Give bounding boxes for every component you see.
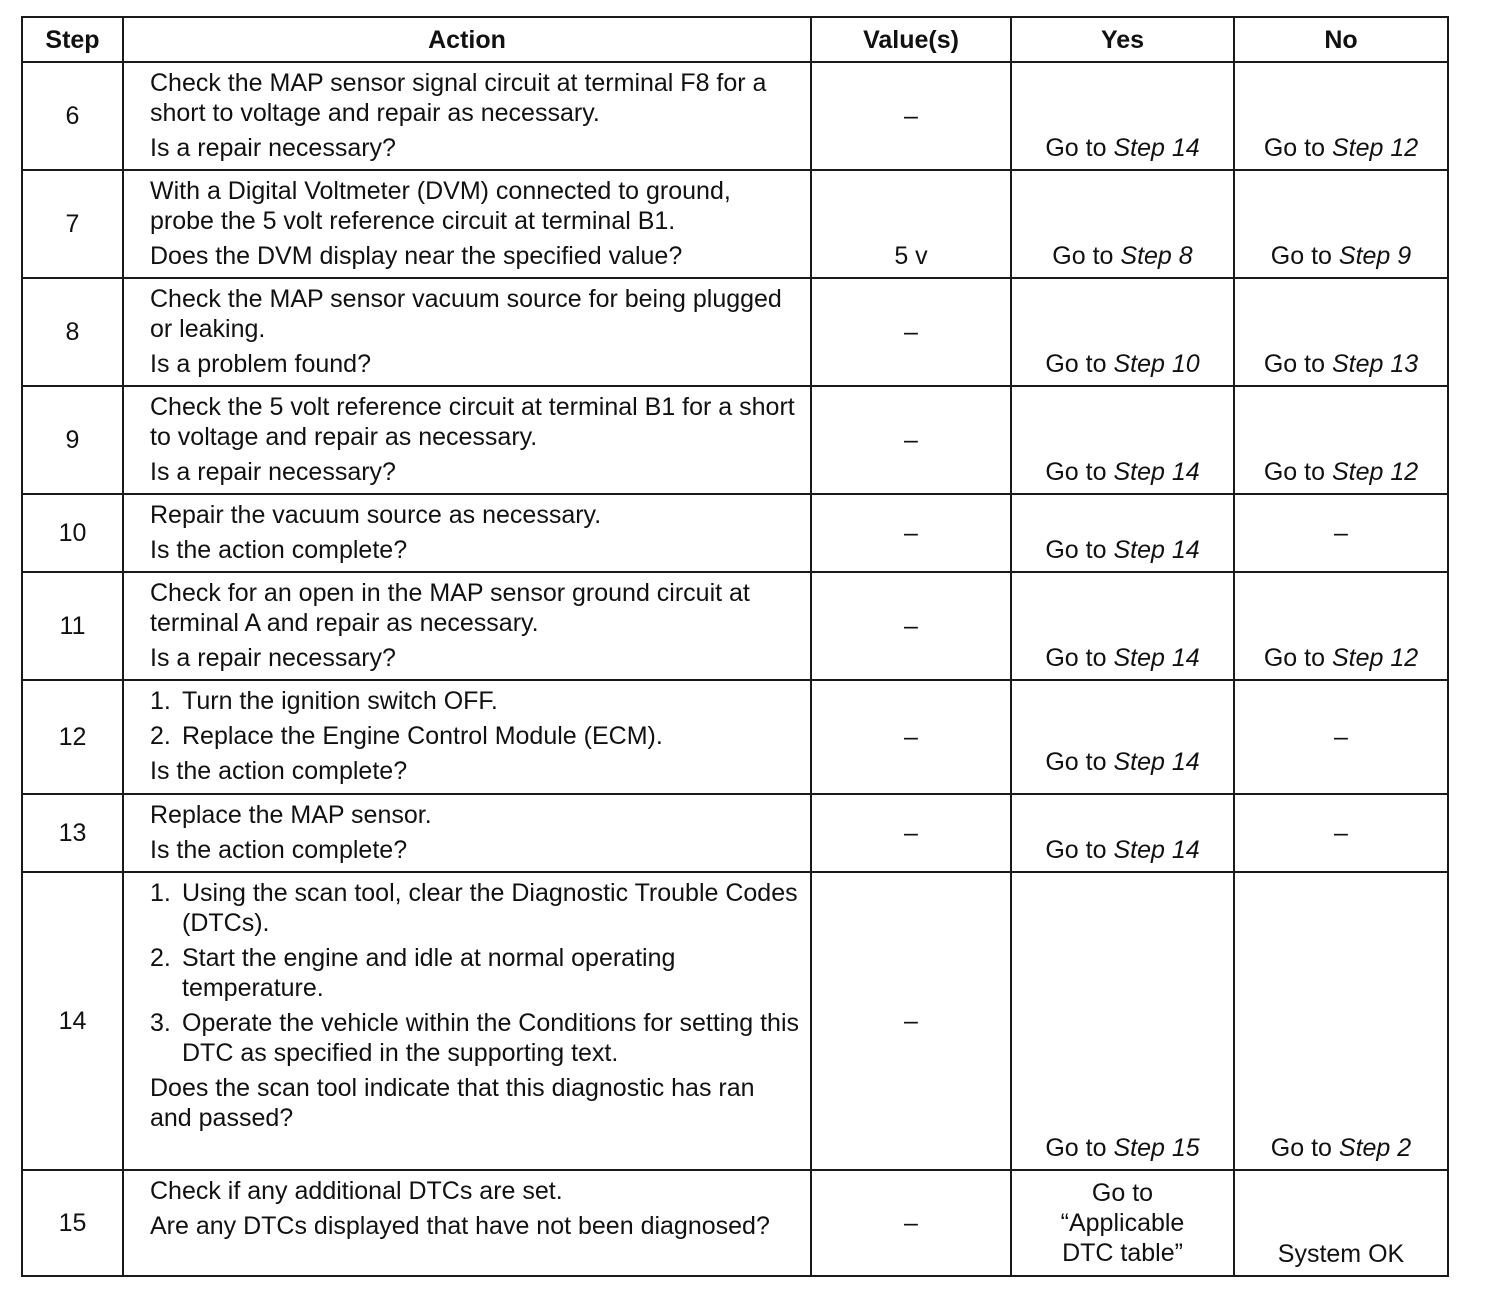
action-text: Repair the vacuum source as necessary. bbox=[150, 501, 602, 529]
yes-cell bbox=[1011, 386, 1234, 494]
no-prefix: Go to bbox=[1270, 1134, 1332, 1162]
value-cell: – bbox=[811, 386, 1011, 494]
action-question: Are any DTCs displayed that have not been diagnosed? bbox=[150, 1212, 770, 1240]
header-no: No bbox=[1234, 17, 1448, 62]
no-cell bbox=[1234, 170, 1448, 278]
action-question: Does the scan tool indicate that this diagnostic has ran and passed? bbox=[150, 1074, 755, 1132]
yes-step-link[interactable]: Step 14 bbox=[1113, 644, 1200, 672]
yes-cell bbox=[1011, 62, 1234, 170]
yes-prefix: Go to bbox=[1045, 350, 1107, 378]
header-yes: Yes bbox=[1011, 17, 1234, 62]
list-number: 1. bbox=[150, 687, 171, 715]
yes-cell bbox=[1011, 170, 1234, 278]
yes-cell bbox=[1011, 680, 1234, 794]
action-steps-list bbox=[150, 878, 800, 1068]
action-text: Check if any additional DTCs are set. bbox=[150, 1177, 563, 1205]
yes-cell bbox=[1011, 572, 1234, 680]
step-number: 7 bbox=[22, 170, 123, 278]
list-item bbox=[150, 1008, 800, 1068]
action-text: Check for an open in the MAP sensor ground circuit at terminal A and repair as necessary. bbox=[150, 579, 750, 637]
yes-cell bbox=[1011, 794, 1234, 872]
value-cell: – bbox=[811, 278, 1011, 386]
no-step-link[interactable]: Step 12 bbox=[1331, 134, 1419, 162]
action-question: Is a repair necessary? bbox=[150, 644, 396, 672]
action-question: Is a problem found? bbox=[150, 350, 371, 378]
value-cell: – bbox=[811, 872, 1011, 1170]
action-cell bbox=[123, 62, 811, 170]
action-steps-list bbox=[150, 686, 800, 751]
step-number: 15 bbox=[22, 1170, 123, 1276]
no-cell: – bbox=[1234, 494, 1448, 572]
yes-step-link[interactable]: Step 10 bbox=[1113, 350, 1200, 378]
action-cell bbox=[123, 170, 811, 278]
yes-step-link[interactable]: Step 8 bbox=[1120, 242, 1193, 270]
action-cell bbox=[123, 872, 811, 1170]
step-number: 13 bbox=[22, 794, 123, 872]
value-cell: 5 v bbox=[811, 170, 1011, 278]
yes-cell bbox=[1011, 1170, 1234, 1276]
list-number: 2. bbox=[150, 722, 171, 750]
no-prefix: Go to bbox=[1263, 458, 1325, 486]
no-prefix: Go to bbox=[1263, 350, 1325, 378]
value-cell: – bbox=[811, 494, 1011, 572]
action-text: Check the MAP sensor signal circuit at terminal F8 for a short to voltage and repair as necessary. bbox=[150, 69, 767, 127]
yes-prefix: Go to bbox=[1045, 1134, 1107, 1162]
action-question: Is the action complete? bbox=[150, 536, 408, 564]
action-question: Is a repair necessary? bbox=[150, 458, 396, 486]
list-number: 3. bbox=[150, 1009, 171, 1037]
table-row bbox=[22, 572, 1448, 680]
value-cell: – bbox=[811, 62, 1011, 170]
action-question: Does the DVM display near the specified value? bbox=[150, 242, 683, 270]
yes-step-link[interactable]: Step 14 bbox=[1113, 748, 1200, 776]
value-cell: – bbox=[811, 572, 1011, 680]
step-number: 10 bbox=[22, 494, 123, 572]
yes-prefix: Go to bbox=[1045, 644, 1107, 672]
no-step-link[interactable]: Step 9 bbox=[1338, 242, 1412, 270]
header-action: Action bbox=[123, 17, 811, 62]
no-cell: System OK bbox=[1234, 1170, 1448, 1276]
list-text: Using the scan tool, clear the Diagnostic Trouble Codes (DTCs). bbox=[182, 879, 798, 937]
action-cell bbox=[123, 386, 811, 494]
value-cell: – bbox=[811, 680, 1011, 794]
table-row bbox=[22, 62, 1448, 170]
action-question: Is the action complete? bbox=[150, 757, 408, 785]
value-cell: – bbox=[811, 794, 1011, 872]
step-number: 12 bbox=[22, 680, 123, 794]
action-cell bbox=[123, 494, 811, 572]
yes-prefix: Go to bbox=[1045, 748, 1107, 776]
yes-applicable-dtc-link[interactable]: Go to “Applicable DTC table” bbox=[1060, 1179, 1185, 1267]
list-text: Turn the ignition switch OFF. bbox=[182, 687, 498, 715]
yes-step-link[interactable]: Step 14 bbox=[1113, 134, 1200, 162]
list-number: 2. bbox=[150, 944, 171, 972]
no-cell bbox=[1234, 572, 1448, 680]
yes-prefix: Go to bbox=[1045, 134, 1107, 162]
no-cell bbox=[1234, 62, 1448, 170]
action-question: Is the action complete? bbox=[150, 836, 408, 864]
yes-step-link[interactable]: Step 14 bbox=[1113, 836, 1200, 864]
no-prefix: Go to bbox=[1263, 134, 1325, 162]
header-row bbox=[22, 17, 1448, 62]
table-row bbox=[22, 872, 1448, 1170]
list-item bbox=[150, 943, 800, 1003]
no-cell bbox=[1234, 278, 1448, 386]
action-cell bbox=[123, 1170, 811, 1276]
action-cell bbox=[123, 278, 811, 386]
no-step-link[interactable]: Step 13 bbox=[1331, 350, 1419, 378]
step-number: 11 bbox=[22, 572, 123, 680]
action-cell bbox=[123, 572, 811, 680]
no-step-link[interactable]: Step 2 bbox=[1338, 1134, 1412, 1162]
table-row bbox=[22, 494, 1448, 572]
no-prefix: Go to bbox=[1263, 644, 1325, 672]
list-text: Operate the vehicle within the Conditions for setting this DTC as specified in the supporting text. bbox=[182, 1009, 800, 1067]
yes-cell bbox=[1011, 278, 1234, 386]
list-item bbox=[150, 686, 800, 716]
diagnostic-table bbox=[21, 16, 1449, 1277]
step-number: 6 bbox=[22, 62, 123, 170]
yes-step-link[interactable]: Step 14 bbox=[1113, 458, 1200, 486]
yes-prefix: Go to bbox=[1045, 536, 1107, 564]
action-text: With a Digital Voltmeter (DVM) connected to ground, probe the 5 volt reference circuit at terminal B1. bbox=[150, 177, 731, 235]
table-row bbox=[22, 794, 1448, 872]
yes-prefix: Go to bbox=[1045, 458, 1107, 486]
action-cell bbox=[123, 794, 811, 872]
action-cell bbox=[123, 680, 811, 794]
table-row bbox=[22, 1170, 1448, 1276]
table-row bbox=[22, 170, 1448, 278]
yes-cell bbox=[1011, 872, 1234, 1170]
list-text: Replace the Engine Control Module (ECM). bbox=[182, 722, 663, 750]
list-item bbox=[150, 721, 800, 751]
table-row bbox=[22, 278, 1448, 386]
no-cell bbox=[1234, 386, 1448, 494]
header-step: Step bbox=[22, 17, 123, 62]
step-number: 8 bbox=[22, 278, 123, 386]
action-question: Is a repair necessary? bbox=[150, 134, 396, 162]
step-number: 14 bbox=[22, 872, 123, 1170]
list-number: 1. bbox=[150, 879, 171, 907]
step-number: 9 bbox=[22, 386, 123, 494]
yes-prefix: Go to bbox=[1052, 242, 1114, 270]
header-values: Value(s) bbox=[811, 17, 1011, 62]
no-step-link[interactable]: Step 12 bbox=[1331, 644, 1419, 672]
table-row bbox=[22, 386, 1448, 494]
no-step-link[interactable]: Step 12 bbox=[1331, 458, 1419, 486]
list-item bbox=[150, 878, 800, 938]
table-row bbox=[22, 680, 1448, 794]
list-text: Start the engine and idle at normal operating temperature. bbox=[182, 944, 676, 1002]
yes-step-link[interactable]: Step 14 bbox=[1113, 536, 1200, 564]
yes-cell bbox=[1011, 494, 1234, 572]
no-cell bbox=[1234, 872, 1448, 1170]
no-cell: – bbox=[1234, 680, 1448, 794]
action-text: Check the MAP sensor vacuum source for being plugged or leaking. bbox=[150, 285, 782, 343]
action-text: Replace the MAP sensor. bbox=[150, 801, 432, 829]
yes-step-link[interactable]: Step 15 bbox=[1113, 1134, 1200, 1162]
no-prefix: Go to bbox=[1270, 242, 1332, 270]
no-cell: – bbox=[1234, 794, 1448, 872]
value-cell: – bbox=[811, 1170, 1011, 1276]
yes-prefix: Go to bbox=[1045, 836, 1107, 864]
action-text: Check the 5 volt reference circuit at terminal B1 for a short to voltage and repair as necessary. bbox=[150, 393, 795, 451]
